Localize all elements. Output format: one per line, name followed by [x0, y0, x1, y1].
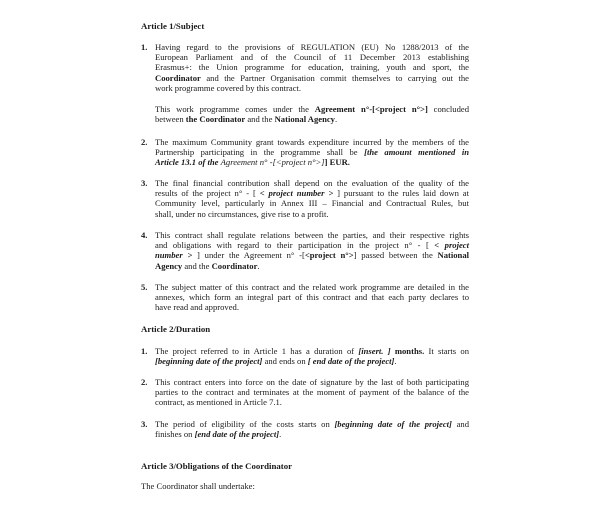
text-line: This contract shall regulate relations between the parties, and their respective rights: [155, 230, 469, 240]
text-line: number > ] under the Agreement n° -[<project n°>] passed between the National: [155, 250, 470, 261]
text-line: The period of eligibility of the costs starts on [beginning date of the project] and: [155, 419, 469, 429]
article-3-intro: The Coordinator shall undertake:: [141, 481, 255, 491]
text-line: European Parliament and of the Council of 11 December 2013 establishing: [155, 52, 469, 63]
article-2-item-2-text: [155, 377, 469, 408]
text-line: and obligations with regard to their participation in the project n° - [ < project: [155, 240, 470, 251]
text-line: parties to the contract and terminates at the moment of payment of the balance of the: [155, 387, 469, 398]
article-2-item-1-number: 1.: [141, 346, 148, 356]
article-1-item-5-text: [155, 282, 469, 313]
article-2-heading: Article 2/Duration: [141, 324, 211, 334]
text-line: contract, as mentioned in Article 7.1.: [155, 397, 282, 408]
text-line: between the Coordinator and the National Agency.: [155, 114, 338, 125]
text-line: annexes, which form an integral part of this contract and that each party declares to: [155, 292, 469, 303]
text-line: work programme covered by this contract.: [155, 82, 302, 93]
article-1-item-1-paragraph-1: [155, 42, 469, 93]
text-line: This contract enters into force on the date of signature by the last of both participating: [155, 377, 469, 387]
text-line: Agency and the Coordinator.: [155, 260, 260, 271]
article-3-heading: Article 3/Obligations of the Coordinator: [141, 461, 292, 471]
text-line: Partnership participating in the programme shall be [the amount mentioned in: [155, 147, 469, 158]
text-line: shall, under no circumstances, give rise to a profit.: [155, 208, 329, 219]
article-1-heading: Article 1/Subject: [141, 21, 205, 31]
text-line: The final financial contribution shall depend on the evaluation of the quality of the: [155, 178, 469, 188]
article-2-item-1-text: [155, 346, 469, 366]
article-1-item-1-number: 1.: [141, 42, 148, 52]
article-1-item-2-number: 2.: [141, 137, 148, 147]
text-line: [beginning date of the project] and ends on [ end date of the project].: [155, 356, 397, 367]
article-1-item-5-number: 5.: [141, 282, 148, 292]
article-1-item-4-text: [155, 230, 469, 271]
text-line: The maximum Community grant towards expenditure incurred by the members of the: [155, 137, 469, 147]
article-2-item-3-text: [155, 419, 469, 439]
text-line: The project referred to in Article 1 has a duration of [insert. ] months. It starts on: [155, 346, 469, 356]
article-1-item-3-text: [155, 178, 469, 219]
article-1-item-2-text: [155, 137, 469, 168]
text-line: Erasmus+: the Union programme for education, training, youth and sport, the: [155, 62, 469, 73]
text-line: results of the project n° - [ < project number > ] pursuant to the rules laid down at: [155, 188, 470, 199]
article-1-item-1-paragraph-2: [155, 104, 469, 124]
text-line: Having regard to the provisions of REGULATION (EU) No 1288/2013 of the: [155, 42, 469, 52]
text-line: The subject matter of this contract and the related work programme are detailed in the: [155, 282, 469, 292]
article-2-item-3-number: 3.: [141, 419, 148, 429]
article-1-item-3-number: 3.: [141, 178, 148, 188]
text-line: Community level, particularly in Annex III – Financial and Contractual Rules, but: [155, 198, 469, 209]
text-line: This work programme comes under the Agreement n°-[<project n°>] concluded: [155, 104, 469, 114]
text-line: have read and approved.: [155, 302, 239, 313]
article-2-item-2-number: 2.: [141, 377, 148, 387]
text-line: Coordinator and the Partner Organisation commit themselves to carrying out the: [155, 72, 469, 83]
text-line: finishes on [end date of the project].: [155, 429, 282, 440]
article-1-item-4-number: 4.: [141, 230, 148, 240]
text-line: Article 13.1 of the Agreement n° -[<project n°>]] EUR.: [155, 157, 350, 168]
